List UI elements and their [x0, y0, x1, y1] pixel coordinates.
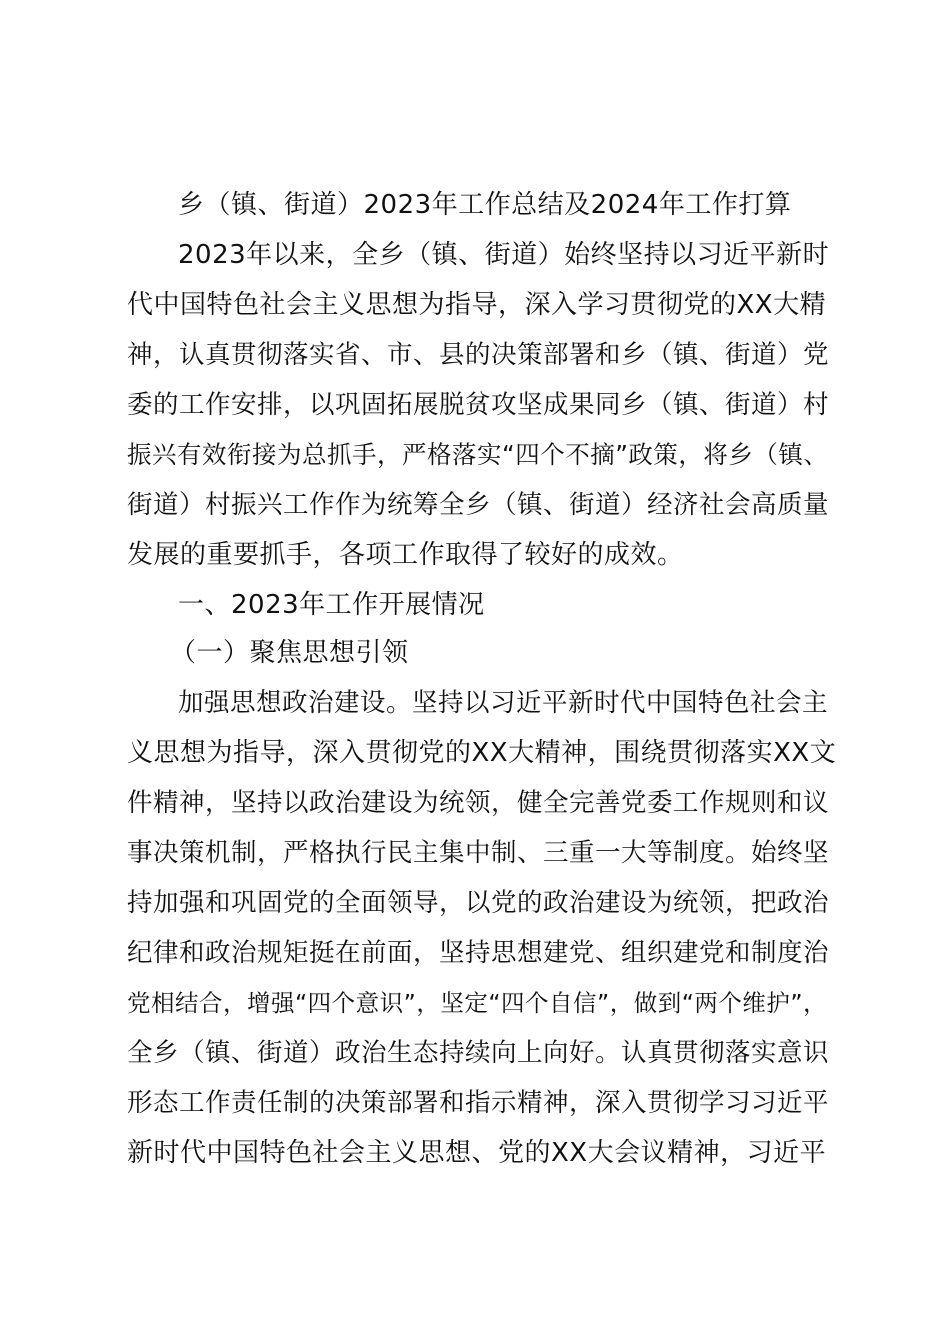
- intro-line-3: 神，认真贯彻落实省、市、县的决策部署和乡（镇、街道）党: [127, 340, 830, 370]
- intro-line-7: 发展的重要抓手，各项工作取得了较好的成效。: [127, 540, 684, 570]
- intro-line-1: 2023年以来，全乡（镇、街道）始终坚持以习近平新时: [178, 240, 830, 270]
- intro-line-5: 振兴有效衔接为总抓手，严格落实“四个不摘”政策，将乡（镇、: [127, 440, 829, 469]
- intro-line-6: 街道）村振兴工作作为统筹全乡（镇、街道）经济社会高质量: [127, 490, 830, 520]
- body-line-9: 形态工作责任制的决策部署和指示精神，深入贯彻学习习近平: [127, 1088, 830, 1118]
- body-line-6: 纪律和政治规矩挺在前面，坚持思想建党、组织建党和制度治: [127, 938, 830, 968]
- section-heading: 一、2023年工作开展情况: [178, 590, 485, 620]
- intro-line-4: 委的工作安排，以巩固拓展脱贫攻坚成果同乡（镇、街道）村: [127, 390, 830, 420]
- body-line-5: 持加强和巩固党的全面领导，以党的政治建设为统领，把政治: [127, 888, 830, 918]
- subsection-heading: （一）聚焦思想引领: [170, 638, 409, 668]
- body-line-4: 事决策机制，严格执行民主集中制、三重一大等制度。始终坚: [127, 838, 830, 868]
- body-line-7: 党相结合，增强“四个意识”，坚定“四个自信”，做到“两个维护”，: [127, 989, 828, 1017]
- intro-line-2: 代中国特色社会主义思想为指导，深入学习贯彻党的XX大精: [127, 290, 827, 320]
- body-line-1: 加强思想政治建设。坚持以习近平新时代中国特色社会主: [178, 688, 829, 718]
- body-line-2: 义思想为指导，深入贯彻党的XX大精神，围绕贯彻落实XX文: [127, 738, 837, 768]
- body-line-10: 新时代中国特色社会主义思想、党的XX大会议精神，习近平: [127, 1138, 827, 1168]
- body-line-3: 件精神，坚持以政治建设为统领，健全完善党委工作规则和议: [127, 788, 830, 818]
- body-line-8: 全乡（镇、街道）政治生态持续向上向好。认真贯彻落实意识: [127, 1038, 830, 1068]
- document-title: 乡（镇、街道）2023年工作总结及2024年工作打算: [178, 190, 792, 220]
